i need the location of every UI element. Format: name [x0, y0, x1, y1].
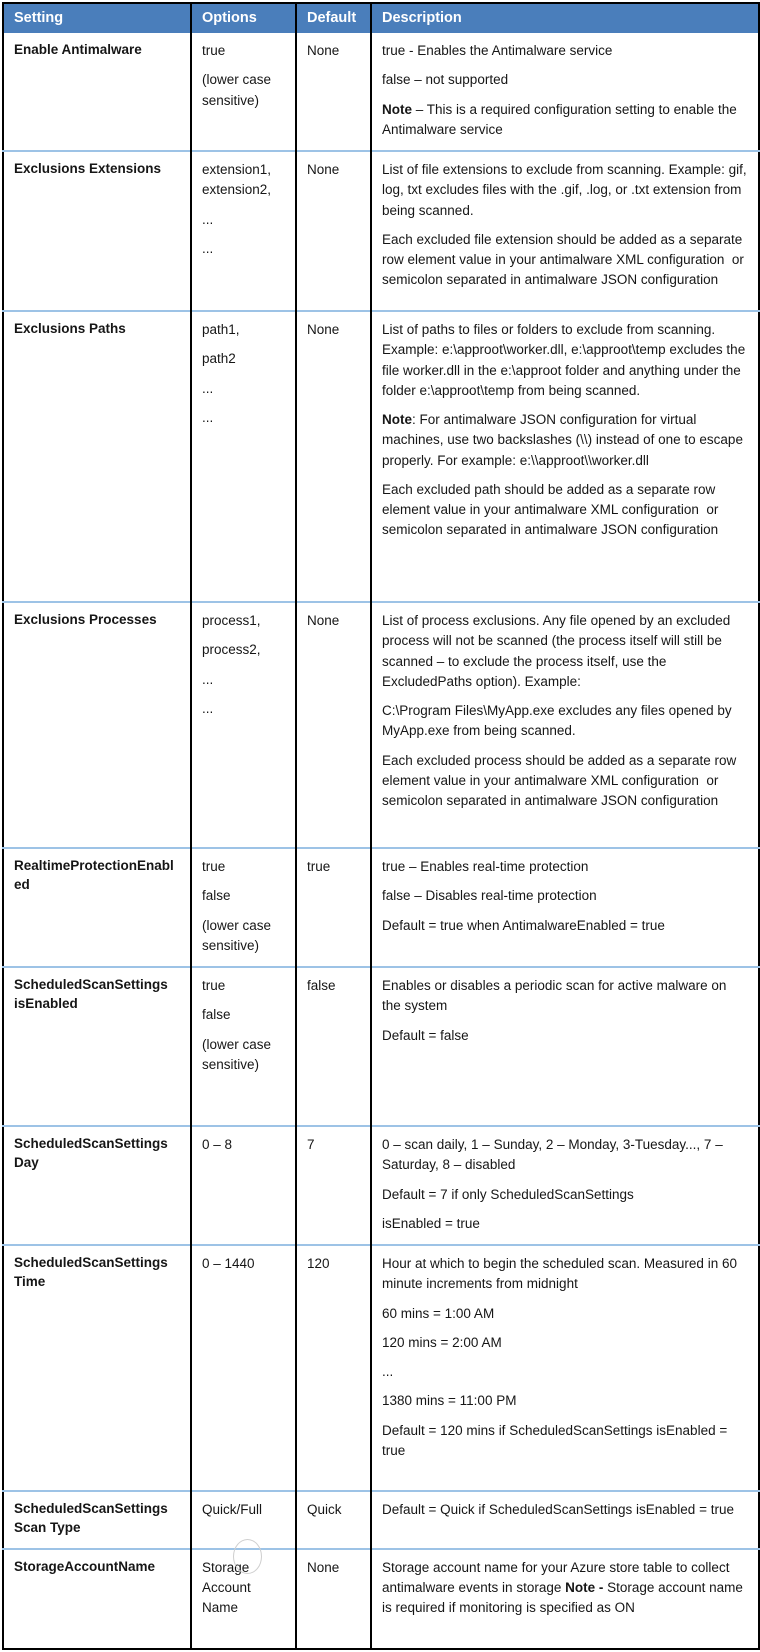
description-paragraph: 60 mins = 1:00 AM — [382, 1305, 495, 1321]
option-value: ... — [202, 240, 214, 256]
description-paragraph: Default = true when AntimalwareEnabled = true — [382, 917, 665, 933]
option-value: true — [202, 43, 226, 58]
column-header-description: Description — [371, 3, 759, 33]
table-body — [3, 33, 759, 1649]
option-value: process2, — [202, 642, 261, 658]
description-cell — [371, 1491, 759, 1549]
option-value: 0 – 1440 — [202, 1256, 255, 1271]
default-cell — [296, 602, 371, 848]
options-cell — [191, 967, 296, 1126]
default-cell — [296, 1549, 371, 1649]
setting-name: StorageAccountName — [14, 1558, 156, 1574]
antimalware-settings-table — [2, 2, 760, 1650]
option-value: false — [202, 888, 231, 904]
default-value: true — [307, 859, 331, 874]
option-value: path1, — [202, 322, 240, 337]
table-row — [3, 1245, 759, 1491]
table-row — [3, 1126, 759, 1245]
setting-name: Exclusions Processes — [14, 612, 157, 627]
description-paragraph: C:\Program Files\MyApp.exe excludes any files opened by MyApp.exe from being scanned. — [382, 703, 732, 739]
description-paragraph: 0 – scan daily, 1 – Sunday, 2 – Monday, 3-Tuesday..., 7 – Saturday, 8 – disabled — [382, 1137, 723, 1173]
description-paragraph: Default = 120 mins if ScheduledScanSettings isEnabled = true — [382, 1422, 728, 1458]
description-cell — [371, 1126, 759, 1245]
default-value: None — [307, 1559, 340, 1575]
default-value: None — [307, 322, 340, 337]
option-value: false — [202, 1007, 231, 1023]
description-paragraph: Each excluded file extension should be added as a separate row element value in your antimalware XML configuration or semicolon separated in antimalware JSON configuration — [382, 231, 748, 288]
description-cell — [371, 1245, 759, 1491]
description-cell — [371, 967, 759, 1126]
option-value: true — [202, 859, 226, 874]
description-paragraph: true - Enables the Antimalware service — [382, 43, 613, 58]
column-header-options: Options — [191, 3, 296, 33]
setting-name: ScheduledScanSettings Day — [14, 1136, 168, 1170]
description-cell — [371, 33, 759, 151]
default-value: None — [307, 613, 340, 628]
default-value: None — [307, 162, 340, 177]
description-paragraph: Default = false — [382, 1027, 469, 1043]
setting-name: ScheduledScanSettings Time — [14, 1255, 168, 1289]
option-value: ... — [202, 409, 214, 425]
description-paragraph: false – not supported — [382, 72, 509, 88]
description-paragraph: true – Enables real-time protection — [382, 859, 589, 874]
table-header-row — [3, 3, 759, 33]
setting-cell — [3, 151, 191, 311]
description-cell — [371, 1549, 759, 1649]
default-cell — [296, 848, 371, 967]
default-value: 7 — [307, 1137, 315, 1152]
description-paragraph: Default = 7 if only ScheduledScanSettings — [382, 1186, 634, 1202]
option-value: (lower case sensitive) — [202, 1036, 272, 1072]
table-row — [3, 967, 759, 1126]
setting-cell — [3, 1491, 191, 1549]
table-header — [3, 3, 759, 33]
column-header-default: Default — [296, 3, 371, 33]
default-cell — [296, 1126, 371, 1245]
setting-name: Exclusions Extensions — [14, 161, 162, 176]
option-value: (lower case sensitive) — [202, 917, 272, 953]
setting-cell — [3, 848, 191, 967]
description-paragraph: 1380 mins = 11:00 PM — [382, 1393, 517, 1409]
description-paragraph: Note – This is a required configuration setting to enable the Antimalware service — [382, 101, 737, 137]
option-value: Quick/Full — [202, 1502, 263, 1517]
option-value: extension1, extension2, — [202, 162, 272, 198]
table-row — [3, 151, 759, 311]
description-cell — [371, 151, 759, 311]
setting-cell — [3, 1549, 191, 1649]
options-cell — [191, 33, 296, 151]
options-cell — [191, 1245, 296, 1491]
default-cell — [296, 311, 371, 602]
options-cell — [191, 848, 296, 967]
description-paragraph: 120 mins = 2:00 AM — [382, 1334, 502, 1350]
options-cell — [191, 151, 296, 311]
options-cell — [191, 1126, 296, 1245]
setting-cell — [3, 33, 191, 151]
table-row — [3, 602, 759, 848]
setting-cell — [3, 1126, 191, 1245]
setting-cell — [3, 602, 191, 848]
default-value: false — [307, 978, 336, 993]
setting-name: ScheduledScanSettings isEnabled — [14, 977, 168, 1011]
table-row — [3, 1549, 759, 1649]
option-value: process1, — [202, 613, 261, 628]
table-row — [3, 1491, 759, 1549]
setting-cell — [3, 1245, 191, 1491]
description-paragraph: ... — [382, 1364, 394, 1379]
option-value: Storage Account Name — [202, 1559, 251, 1616]
setting-name: Exclusions Paths — [14, 321, 126, 336]
option-value: true — [202, 978, 226, 993]
description-paragraph: Enables or disables a periodic scan for active malware on the system — [382, 978, 727, 1014]
description-cell — [371, 311, 759, 602]
option-value: path2 — [202, 351, 236, 367]
description-cell — [371, 848, 759, 967]
description-paragraph: List of paths to files or folders to exclude from scanning. Example: e:\approot\worker.dll, e:\approot\temp excludes the file worker.dll in the e:\approot folder and anything under the folder e:\approot\temp from being scanned. — [382, 322, 746, 398]
table-row — [3, 33, 759, 151]
description-paragraph: false – Disables real-time protection — [382, 888, 597, 904]
table-row — [3, 848, 759, 967]
description-paragraph: Default = Quick if ScheduledScanSettings isEnabled = true — [382, 1502, 734, 1517]
description-paragraph: Note: For antimalware JSON configuration for virtual machines, use two backslashes (\\) instead of one to escape properly. For example: e:\\approot\\worker.dll — [382, 412, 743, 468]
default-cell — [296, 151, 371, 311]
column-header-setting: Setting — [3, 3, 191, 33]
description-paragraph: Each excluded path should be added as a separate row element value in your antimalware XML configuration or semicolon separated in antimalware JSON configuration — [382, 481, 723, 538]
option-value: 0 – 8 — [202, 1137, 233, 1152]
options-cell — [191, 1549, 296, 1649]
description-paragraph: List of process exclusions. Any file opened by an excluded process will not be scanned (the process itself will still be scanned – to exclude the process itself, use the ExcludedPaths option). Example: — [382, 613, 731, 689]
default-cell — [296, 33, 371, 151]
default-value: None — [307, 43, 340, 58]
options-cell — [191, 1491, 296, 1549]
setting-cell — [3, 967, 191, 1126]
option-value: ... — [202, 671, 214, 687]
description-paragraph: Storage account name for your Azure store table to collect antimalware events in storage Note - Storage account name is required if monitoring is specified as ON — [382, 1559, 743, 1616]
description-paragraph: Hour at which to begin the scheduled scan. Measured in 60 minute increments from midnight — [382, 1256, 737, 1292]
default-value: Quick — [307, 1502, 342, 1517]
description-paragraph: isEnabled = true — [382, 1215, 480, 1231]
description-paragraph: Each excluded process should be added as a separate row element value in your antimalware XML configuration or semicolon separated in antimalware JSON configuration — [382, 752, 737, 808]
default-cell — [296, 1491, 371, 1549]
default-value: 120 — [307, 1256, 330, 1271]
table-row — [3, 311, 759, 602]
setting-name: Enable Antimalware — [14, 42, 142, 57]
description-cell — [371, 602, 759, 848]
option-value: ... — [202, 700, 214, 716]
options-cell — [191, 311, 296, 602]
setting-name: RealtimeProtectionEnabled — [14, 858, 174, 892]
description-paragraph: List of file extensions to exclude from scanning. Example: gif, log, txt excludes files with the .gif, .log, or .txt extension from being scanned. — [382, 162, 747, 218]
default-cell — [296, 967, 371, 1126]
option-value: (lower case sensitive) — [202, 72, 272, 108]
options-cell — [191, 602, 296, 848]
option-value: ... — [202, 211, 214, 227]
setting-name: ScheduledScanSettings Scan Type — [14, 1501, 168, 1535]
option-value: ... — [202, 380, 214, 396]
setting-cell — [3, 311, 191, 602]
default-cell — [296, 1245, 371, 1491]
